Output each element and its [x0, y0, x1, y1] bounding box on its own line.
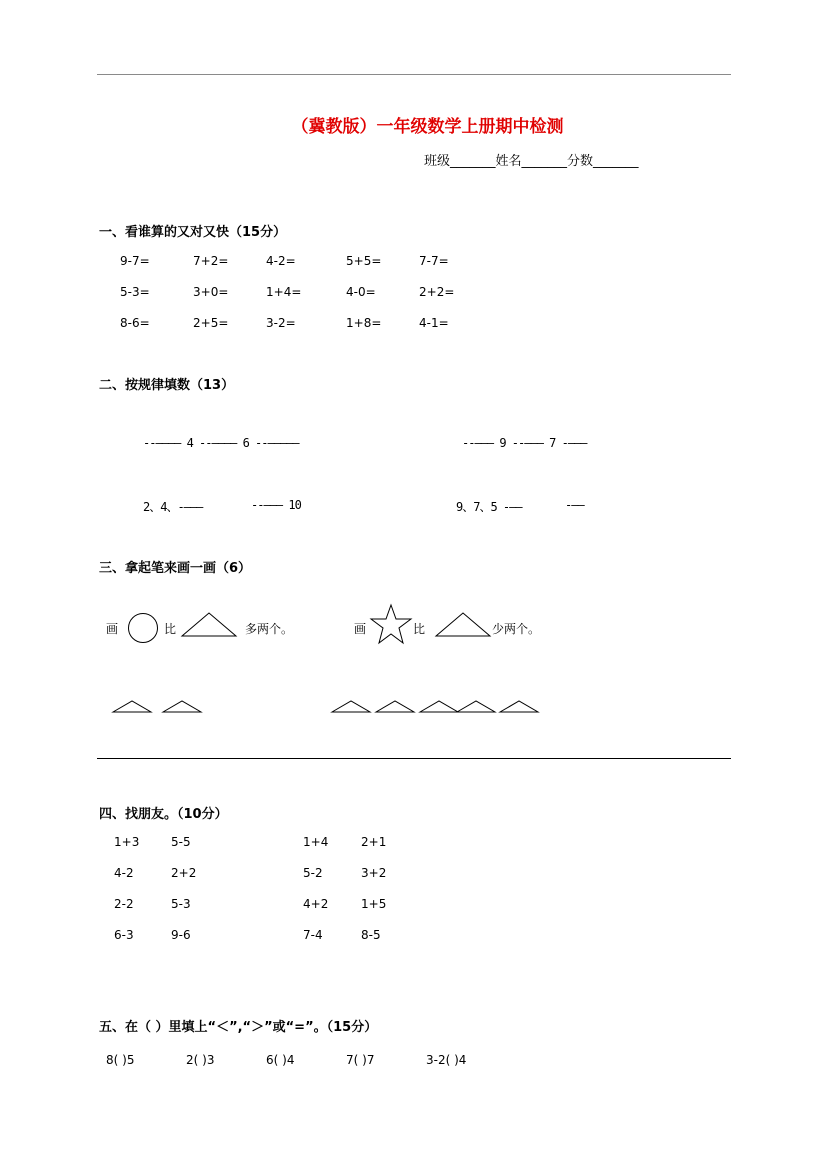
circle-shape	[127, 612, 159, 644]
compare-item: 6( )4	[266, 1053, 295, 1067]
compare-item: 3-2( )4	[426, 1053, 467, 1067]
match-item: 4-2	[114, 866, 134, 880]
triangle-shape	[375, 700, 415, 714]
triangle-shape	[499, 700, 539, 714]
sequence-blank: 2、4、-———	[143, 500, 203, 514]
section5-title: 五、在（ ）里填上“＜”,“＞”或“=”。（15分）	[99, 1020, 378, 1035]
compare-item: 2( )3	[186, 1053, 215, 1067]
match-item: 1+3	[114, 835, 140, 849]
match-item: 2-2	[114, 897, 134, 911]
compare-item: 7( )7	[346, 1053, 375, 1067]
arith-item: 4-2=	[266, 254, 296, 268]
triangle-shape	[456, 700, 496, 714]
sequence-blank: --——— 9 --——— 7 -———	[462, 436, 587, 450]
triangle-shape	[181, 612, 237, 638]
draw-compare-word: 比	[413, 622, 426, 636]
match-item: 9-6	[171, 928, 191, 942]
star-shape	[370, 604, 412, 644]
match-item: 5-3	[171, 897, 191, 911]
sequence-blank: 9、7、5 -——	[456, 500, 522, 514]
arith-item: 5+5=	[346, 254, 382, 268]
sequence-blank: -——	[565, 498, 584, 512]
arith-item: 1+4=	[266, 285, 302, 299]
student-info-line: 班级_______姓名_______分数_______	[424, 154, 639, 169]
draw-suffix: 多两个。	[245, 622, 294, 636]
match-item: 4+2	[303, 897, 329, 911]
section3-title: 三、拿起笔来画一画（6）	[99, 561, 252, 576]
arith-item: 4-0=	[346, 285, 376, 299]
arith-item: 3-2=	[266, 316, 296, 330]
section2-title: 二、按规律填数（13）	[99, 378, 235, 393]
triangle-shape	[162, 700, 202, 714]
arith-item: 9-7=	[120, 254, 150, 268]
arith-item: 5-3=	[120, 285, 150, 299]
draw-compare-word: 比	[164, 622, 177, 636]
draw-prefix: 画	[106, 622, 119, 636]
arith-item: 7+2=	[193, 254, 229, 268]
triangle-shape	[435, 612, 491, 638]
arith-item: 4-1=	[419, 316, 449, 330]
match-item: 5-5	[171, 835, 191, 849]
section4-title: 四、找朋友。（10分）	[99, 807, 228, 822]
section1-title: 一、看谁算的又对又快（15分）	[99, 225, 287, 240]
match-item: 2+1	[361, 835, 387, 849]
triangle-shape	[419, 700, 459, 714]
arith-item: 2+2=	[419, 285, 455, 299]
section-divider	[97, 758, 731, 759]
arith-item: 3+0=	[193, 285, 229, 299]
match-item: 2+2	[171, 866, 197, 880]
triangle-shape	[112, 700, 152, 714]
match-item: 7-4	[303, 928, 323, 942]
match-item: 1+4	[303, 835, 329, 849]
sequence-blank: --———— 4 --———— 6 --—————	[143, 436, 299, 450]
arith-item: 2+5=	[193, 316, 229, 330]
compare-item: 8( )5	[106, 1053, 135, 1067]
match-item: 8-5	[361, 928, 381, 942]
match-item: 3+2	[361, 866, 387, 880]
page-title: （冀教版）一年级数学上册期中检测	[291, 117, 564, 137]
match-item: 6-3	[114, 928, 134, 942]
match-item: 1+5	[361, 897, 387, 911]
arith-item: 8-6=	[120, 316, 150, 330]
top-divider	[97, 74, 731, 75]
arith-item: 1+8=	[346, 316, 382, 330]
sequence-blank: --——— 10	[251, 498, 301, 512]
draw-prefix: 画	[354, 622, 367, 636]
triangle-shape	[331, 700, 371, 714]
match-item: 5-2	[303, 866, 323, 880]
arith-item: 7-7=	[419, 254, 449, 268]
draw-suffix: 少两个。	[492, 622, 541, 636]
